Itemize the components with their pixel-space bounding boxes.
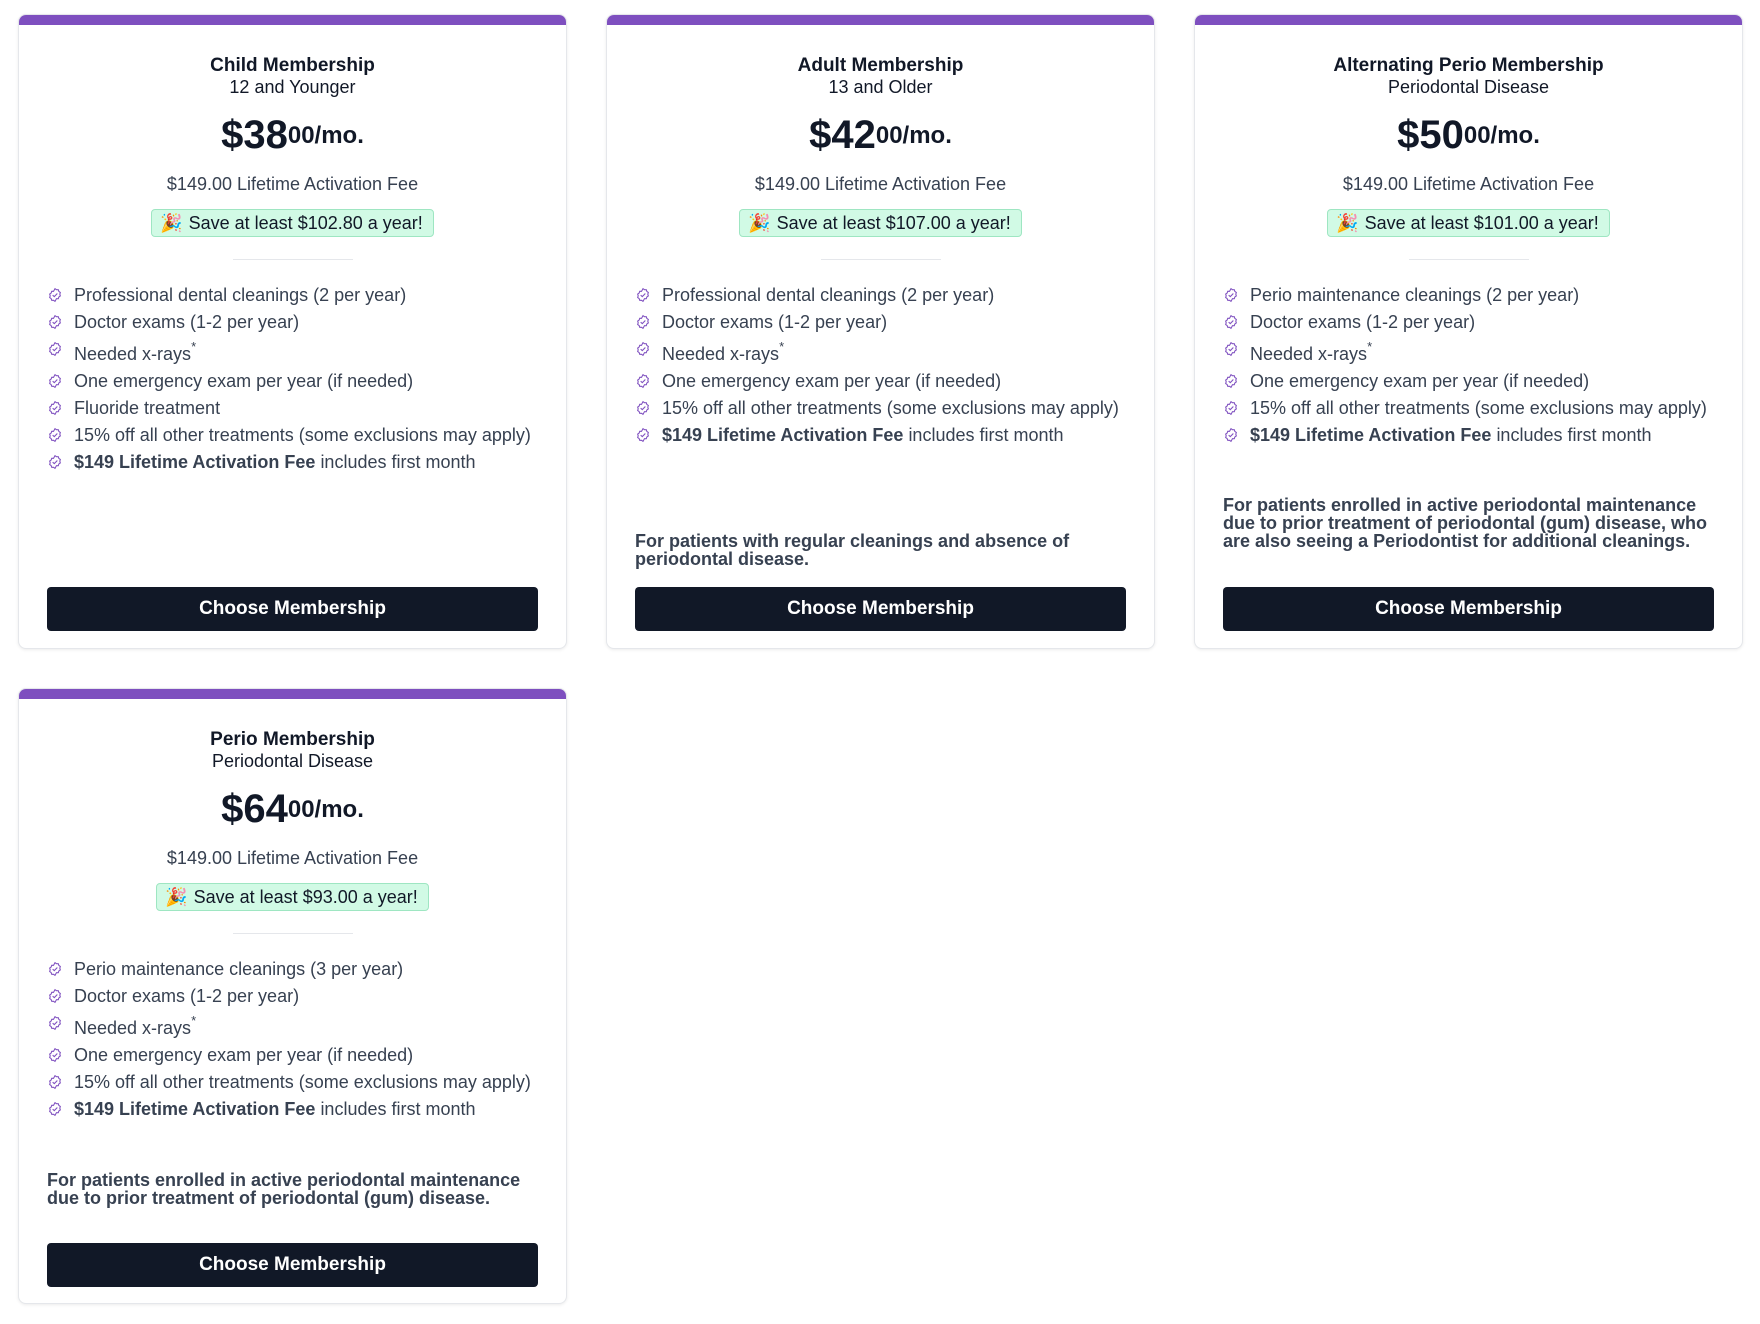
feature-item: One emergency exam per year (if needed) <box>1223 372 1714 390</box>
badge-check-icon <box>47 1015 63 1031</box>
choose-membership-button[interactable]: Choose Membership <box>635 587 1126 631</box>
badge-check-icon <box>47 1101 63 1117</box>
divider <box>233 933 353 934</box>
feature-item: Needed x-rays* <box>635 340 1126 363</box>
price <box>635 113 1126 166</box>
feature-item: $149 Lifetime Activation Fee includes first month <box>47 1100 538 1118</box>
activation-fee: $149.00 Lifetime Activation Fee <box>166 174 419 194</box>
price-whole: $42 <box>809 113 876 157</box>
savings-text: Save at least $93.00 a year! <box>193 887 418 907</box>
footnote-mark: * <box>191 1013 197 1028</box>
badge-check-icon <box>1223 400 1239 416</box>
savings-text: Save at least $101.00 a year! <box>1364 213 1599 233</box>
badge-check-icon <box>47 961 63 977</box>
badge-check-icon <box>47 988 63 1004</box>
badge-check-icon <box>1223 373 1239 389</box>
card-title: Alternating Perio Membership <box>1333 55 1604 76</box>
badge-check-icon <box>47 454 63 470</box>
badge-check-icon <box>47 314 63 330</box>
feature-item: Professional dental cleanings (2 per year) <box>635 286 1126 304</box>
membership-note: For patients enrolled in active periodontal maintenance due to prior treatment of periodontal (gum) disease. <box>47 1170 521 1208</box>
choose-membership-button[interactable]: Choose Membership <box>1223 587 1714 631</box>
feature-item: $149 Lifetime Activation Fee includes first month <box>47 453 538 471</box>
savings-badge <box>739 209 1022 237</box>
badge-check-icon <box>47 287 63 303</box>
badge-check-icon <box>635 400 651 416</box>
savings-badge <box>156 883 429 911</box>
party-popper-icon: 🎉 <box>1336 213 1359 233</box>
savings-text: Save at least $102.80 a year! <box>188 213 423 233</box>
price-period: /mo. <box>902 122 952 149</box>
activation-fee: $149.00 Lifetime Activation Fee <box>754 174 1007 194</box>
party-popper-icon: 🎉 <box>160 213 183 233</box>
feature-bold-prefix: $149 Lifetime Activation Fee <box>1250 425 1492 445</box>
membership-card-perio <box>18 688 567 1304</box>
party-popper-icon: 🎉 <box>748 213 771 233</box>
feature-item: $149 Lifetime Activation Fee includes first month <box>635 426 1126 444</box>
feature-item: Professional dental cleanings (2 per year) <box>47 286 538 304</box>
footnote-mark: * <box>779 339 785 354</box>
feature-item: One emergency exam per year (if needed) <box>47 1046 538 1064</box>
feature-item: 15% off all other treatments (some exclusions may apply) <box>47 1073 538 1091</box>
divider <box>233 259 353 260</box>
card-accent-bar <box>19 689 566 699</box>
choose-membership-button[interactable]: Choose Membership <box>47 1243 538 1287</box>
savings-text: Save at least $107.00 a year! <box>776 213 1011 233</box>
footnote-mark: * <box>191 339 197 354</box>
feature-item: One emergency exam per year (if needed) <box>635 372 1126 390</box>
badge-check-icon <box>47 1047 63 1063</box>
card-accent-bar <box>1195 15 1742 25</box>
badge-check-icon <box>47 341 63 357</box>
activation-fee: $149.00 Lifetime Activation Fee <box>166 848 419 868</box>
feature-bold-prefix: $149 Lifetime Activation Fee <box>662 425 904 445</box>
price-period: /mo. <box>1490 122 1540 149</box>
card-title: Child Membership <box>210 55 375 76</box>
price-period: /mo. <box>314 796 364 823</box>
price-period: /mo. <box>314 122 364 149</box>
feature-item: Needed x-rays* <box>1223 340 1714 363</box>
badge-check-icon <box>47 427 63 443</box>
feature-bold-prefix: $149 Lifetime Activation Fee <box>74 1099 316 1119</box>
feature-item: Doctor exams (1-2 per year) <box>47 313 538 331</box>
card-title: Perio Membership <box>210 729 375 750</box>
activation-fee: $149.00 Lifetime Activation Fee <box>1342 174 1595 194</box>
feature-item: Doctor exams (1-2 per year) <box>1223 313 1714 331</box>
savings-badge <box>1327 209 1610 237</box>
badge-check-icon <box>47 1074 63 1090</box>
badge-check-icon <box>635 373 651 389</box>
savings-badge <box>151 209 434 237</box>
divider <box>821 259 941 260</box>
membership-note: For patients with regular cleanings and absence of periodontal disease. <box>635 531 1070 569</box>
badge-check-icon <box>1223 427 1239 443</box>
card-subtitle: Periodontal Disease <box>211 751 374 771</box>
feature-item: One emergency exam per year (if needed) <box>47 372 538 390</box>
card-subtitle: 13 and Older <box>828 77 933 97</box>
divider <box>1409 259 1529 260</box>
feature-item: Needed x-rays* <box>47 1014 538 1037</box>
feature-item: $149 Lifetime Activation Fee includes first month <box>1223 426 1714 444</box>
feature-item: Perio maintenance cleanings (2 per year) <box>1223 286 1714 304</box>
price-whole: $64 <box>221 787 288 831</box>
price <box>47 787 538 840</box>
membership-card-adult <box>606 14 1155 649</box>
feature-item: Doctor exams (1-2 per year) <box>47 987 538 1005</box>
badge-check-icon <box>1223 287 1239 303</box>
card-title: Adult Membership <box>797 55 964 76</box>
feature-item: Doctor exams (1-2 per year) <box>635 313 1126 331</box>
badge-check-icon <box>47 373 63 389</box>
party-popper-icon: 🎉 <box>165 887 188 907</box>
feature-item: 15% off all other treatments (some exclusions may apply) <box>47 426 538 444</box>
feature-item: 15% off all other treatments (some exclusions may apply) <box>1223 399 1714 417</box>
membership-card-alternating-perio <box>1194 14 1743 649</box>
feature-list <box>635 286 1126 444</box>
feature-list <box>1223 286 1714 444</box>
feature-item: Perio maintenance cleanings (3 per year) <box>47 960 538 978</box>
badge-check-icon <box>635 427 651 443</box>
card-accent-bar <box>607 15 1154 25</box>
card-accent-bar <box>19 15 566 25</box>
feature-list <box>47 286 538 471</box>
footnote-mark: * <box>1367 339 1373 354</box>
choose-membership-button[interactable]: Choose Membership <box>47 587 538 631</box>
card-subtitle: 12 and Younger <box>229 77 356 97</box>
membership-card-child <box>18 14 567 649</box>
badge-check-icon <box>1223 314 1239 330</box>
price-cents: 00 <box>1463 122 1491 149</box>
badge-check-icon <box>47 400 63 416</box>
price <box>1223 113 1714 166</box>
membership-note: For patients enrolled in active periodontal maintenance due to prior treatment of periodontal (gum) disease, who are also seeing a Periodontist for additional cleanings. <box>1223 495 1708 551</box>
badge-check-icon <box>635 341 651 357</box>
badge-check-icon <box>1223 341 1239 357</box>
price-whole: $50 <box>1397 113 1464 157</box>
feature-item: 15% off all other treatments (some exclusions may apply) <box>635 399 1126 417</box>
feature-bold-prefix: $149 Lifetime Activation Fee <box>74 452 316 472</box>
price-whole: $38 <box>221 113 288 157</box>
price-cents: 00 <box>287 796 315 823</box>
card-subtitle: Periodontal Disease <box>1387 77 1550 97</box>
feature-item: Needed x-rays* <box>47 340 538 363</box>
badge-check-icon <box>635 287 651 303</box>
price <box>47 113 538 166</box>
feature-item: Fluoride treatment <box>47 399 538 417</box>
badge-check-icon <box>635 314 651 330</box>
price-cents: 00 <box>875 122 903 149</box>
price-cents: 00 <box>287 122 315 149</box>
feature-list <box>47 960 538 1118</box>
